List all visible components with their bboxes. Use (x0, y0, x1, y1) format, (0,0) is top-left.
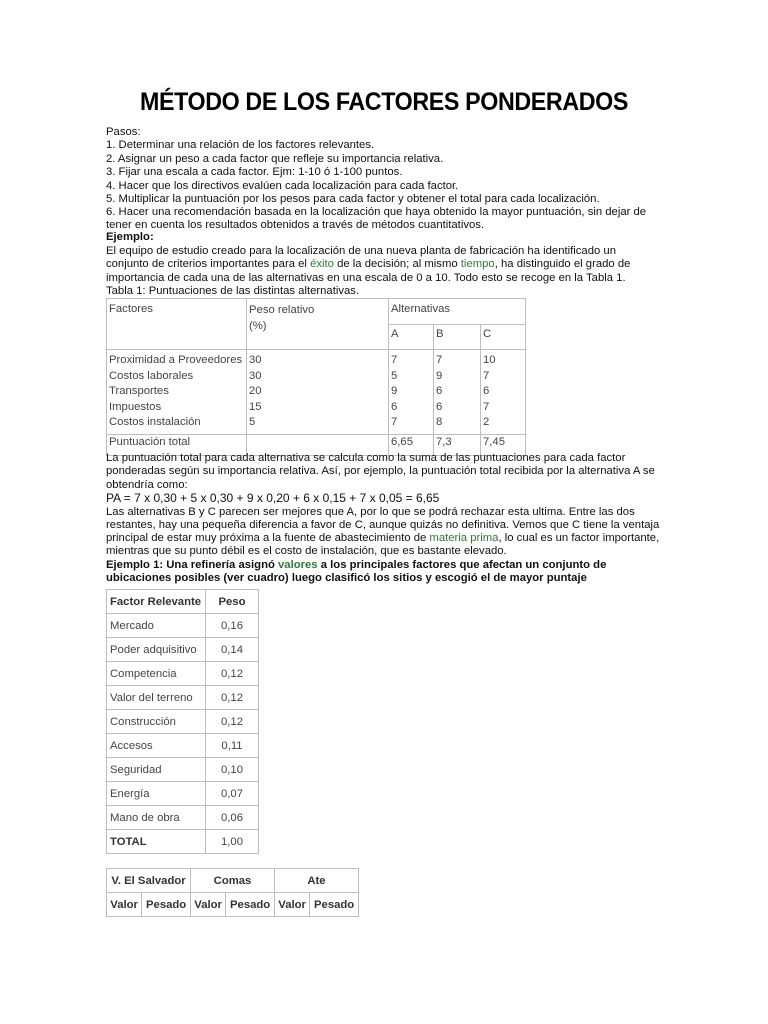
a-cell: 7 (391, 416, 398, 429)
factor-cell: Construcción (107, 710, 206, 734)
factor-cell: Seguridad (107, 758, 206, 782)
analysis-line: La puntuación total para cada alternativa se calcula como la suma de las puntuaciones para cada factor (106, 452, 626, 464)
header-peso (247, 299, 389, 350)
table-row (107, 638, 259, 662)
table-row (107, 662, 259, 686)
valor-header: Valor (191, 893, 226, 917)
pesado-header: Pesado (226, 893, 275, 917)
header-peso-label: Peso relativo (249, 304, 315, 316)
peso-cell: 0,07 (206, 782, 259, 806)
total-label: Puntuación total (107, 434, 247, 455)
table-row (107, 830, 259, 854)
analysis-line: ponderadas según su importancia relativa. Así, por ejemplo, la puntuación total recibida por la alternativa A se (106, 465, 655, 478)
factor-cell: Accesos (107, 734, 206, 758)
peso-cell: 0,16 (206, 614, 259, 638)
peso-cell: 0,12 (206, 710, 259, 734)
formula: PA = 7 x 0,30 + 5 x 0,30 + 9 x 0,20 + 6 x 0,15 + 7 x 0,05 = 6,65 (106, 491, 440, 506)
peso-cell: 0,14 (206, 638, 259, 662)
step-item: 1. Determinar una relación de los factores relevantes. (106, 139, 375, 152)
step-item: 4. Hacer que los directivos evalúen cada localización para cada factor. (106, 179, 459, 192)
header-c: C (481, 325, 526, 350)
factor-cell: Competencia (107, 662, 206, 686)
header-b: B (434, 325, 481, 350)
total-c: 7,45 (481, 434, 526, 455)
peso-cell: 0,12 (206, 686, 259, 710)
analysis-line: restantes, hay una pequeña diferencia a favor de C, aunque quizás no definitiva. Vemos que C tiene la ventaja (106, 519, 660, 532)
table-row (107, 710, 259, 734)
analysis-line: obtendría como: (106, 478, 188, 491)
example-line (106, 258, 646, 271)
header-alternativas: Alternativas (389, 299, 526, 325)
steps-heading: Pasos: (106, 126, 141, 138)
c-cell: 2 (483, 416, 490, 429)
a-cell: 9 (391, 385, 398, 398)
peso-column (247, 350, 389, 435)
table-row (107, 758, 259, 782)
a-column (389, 350, 434, 435)
header-peso: Peso (206, 590, 259, 614)
peso-cell: 30 (249, 369, 262, 382)
factor-cell: Mercado (107, 614, 206, 638)
peso-cell: 20 (249, 385, 262, 398)
total-label: TOTAL (107, 830, 206, 854)
b-cell: 8 (436, 416, 443, 429)
peso-cell: 15 (249, 400, 262, 413)
factor-cell: Impuestos (109, 400, 162, 413)
step-item: 2. Asignar un peso a cada factor que refleje su importancia relativa. (106, 152, 444, 165)
b-cell: 9 (436, 369, 443, 382)
analysis-line (106, 532, 660, 545)
step-item: 5. Multiplicar la puntuación por los pesos para cada factor y obtener el total para cada localización. (106, 193, 600, 206)
analysis-line: mientras que su punto débil es el costo de instalación, que es bastante elevado. (106, 544, 507, 557)
header-a: A (389, 325, 434, 350)
example-text: de la decisión; al mismo (333, 258, 461, 271)
header-factor-relevante: Factor Relevante (107, 590, 206, 614)
header-factores: Factores (107, 299, 247, 350)
header-peso-unit: (%) (249, 320, 267, 332)
total-a: 6,65 (389, 434, 434, 455)
table-row (107, 806, 259, 830)
factor-cell: Transportes (109, 385, 169, 398)
scores-table (106, 298, 526, 456)
c-cell: 6 (483, 385, 490, 398)
site-header: Ate (275, 869, 359, 893)
example-heading: Ejemplo: (106, 230, 154, 243)
link-tiempo[interactable]: tiempo (460, 258, 495, 271)
steps-section (106, 126, 646, 244)
total-b: 7,3 (434, 434, 481, 455)
example1-line (106, 559, 646, 572)
c-cell: 7 (483, 369, 490, 382)
peso-cell: 0,12 (206, 662, 259, 686)
c-column (481, 350, 526, 435)
factor-cell: Mano de obra (107, 806, 206, 830)
peso-cell: 0,11 (206, 734, 259, 758)
b-cell: 6 (436, 400, 443, 413)
analysis-line: Las alternativas B y C parecen ser mejores que A, por lo que se podrá rechazar esta ultima. Entre las dos (106, 505, 635, 518)
peso-cell: 5 (249, 416, 256, 429)
table-row (107, 686, 259, 710)
total-value: 1,00 (206, 830, 259, 854)
table-row (107, 614, 259, 638)
analysis-text: principal de estar muy próxima a la fuente de abastecimiento de (106, 532, 430, 545)
c-cell: 10 (483, 354, 496, 366)
sites-table (106, 868, 359, 917)
example1-text: a los principales factores que afectan un conjunto de (317, 558, 607, 571)
link-materia-prima[interactable]: materia prima (429, 532, 499, 545)
link-exito[interactable]: éxito (310, 258, 334, 271)
example-text: , ha distinguido el grado de (494, 258, 631, 271)
analysis-text: , lo cual es un factor importante, (498, 532, 660, 545)
step-item: 3. Fijar una escala a cada factor. Ejm: 1-10 ó 1-100 puntos. (106, 166, 403, 179)
table-row (107, 782, 259, 806)
example-text: conjunto de criterios importantes para el (106, 258, 311, 271)
b-cell: 7 (436, 354, 443, 366)
link-valores[interactable]: valores (278, 558, 318, 571)
c-cell: 7 (483, 400, 490, 413)
factor-cell: Costos laborales (109, 369, 194, 382)
example-line: El equipo de estudio creado para la localización de una nueva planta de fabricación ha identificado un (106, 245, 616, 257)
step-item: 6. Hacer una recomendación basada en la localización que haya obtenido la mayor puntuación, sin dejar de (106, 206, 647, 219)
valor-header: Valor (107, 893, 142, 917)
pesado-header: Pesado (142, 893, 191, 917)
factor-cell: Energía (107, 782, 206, 806)
factores-column (107, 350, 247, 435)
a-cell: 7 (391, 354, 398, 366)
peso-cell: 30 (249, 354, 262, 366)
site-header: V. El Salvador (107, 869, 191, 893)
example-line: importancia de cada una de las alternativas en una escala de 0 a 10. Todo esto se recoge en la Tabla 1. (106, 271, 626, 284)
factor-cell: Proximidad a Proveedores (109, 354, 243, 366)
a-cell: 6 (391, 400, 398, 413)
b-cell: 6 (436, 385, 443, 398)
b-column (434, 350, 481, 435)
example-intro (106, 245, 646, 299)
example1-text: Ejemplo 1: Una refinería asignó (106, 558, 279, 571)
peso-cell: 0,10 (206, 758, 259, 782)
weights-table (106, 589, 259, 854)
factor-cell: Poder adquisitivo (107, 638, 206, 662)
step-item: tener en cuenta los resultados obtenidos a través de métodos cuantitativos. (106, 218, 485, 231)
a-cell: 5 (391, 369, 398, 382)
table-row (107, 734, 259, 758)
example1-line: ubicaciones posibles (ver cuadro) luego clasificó los sitios y escogió el de mayor puntaje (106, 572, 587, 585)
factor-cell: Costos instalación (109, 416, 201, 429)
pesado-header: Pesado (310, 893, 359, 917)
site-header: Comas (191, 869, 275, 893)
analysis-section (106, 452, 660, 586)
valor-header: Valor (275, 893, 310, 917)
peso-cell: 0,06 (206, 806, 259, 830)
factor-cell: Valor del terreno (107, 686, 206, 710)
table1-caption: Tabla 1: Puntuaciones de las distintas alternativas. (106, 285, 360, 298)
page-title: MÉTODO DE LOS FACTORES PONDERADOS (139, 88, 629, 116)
